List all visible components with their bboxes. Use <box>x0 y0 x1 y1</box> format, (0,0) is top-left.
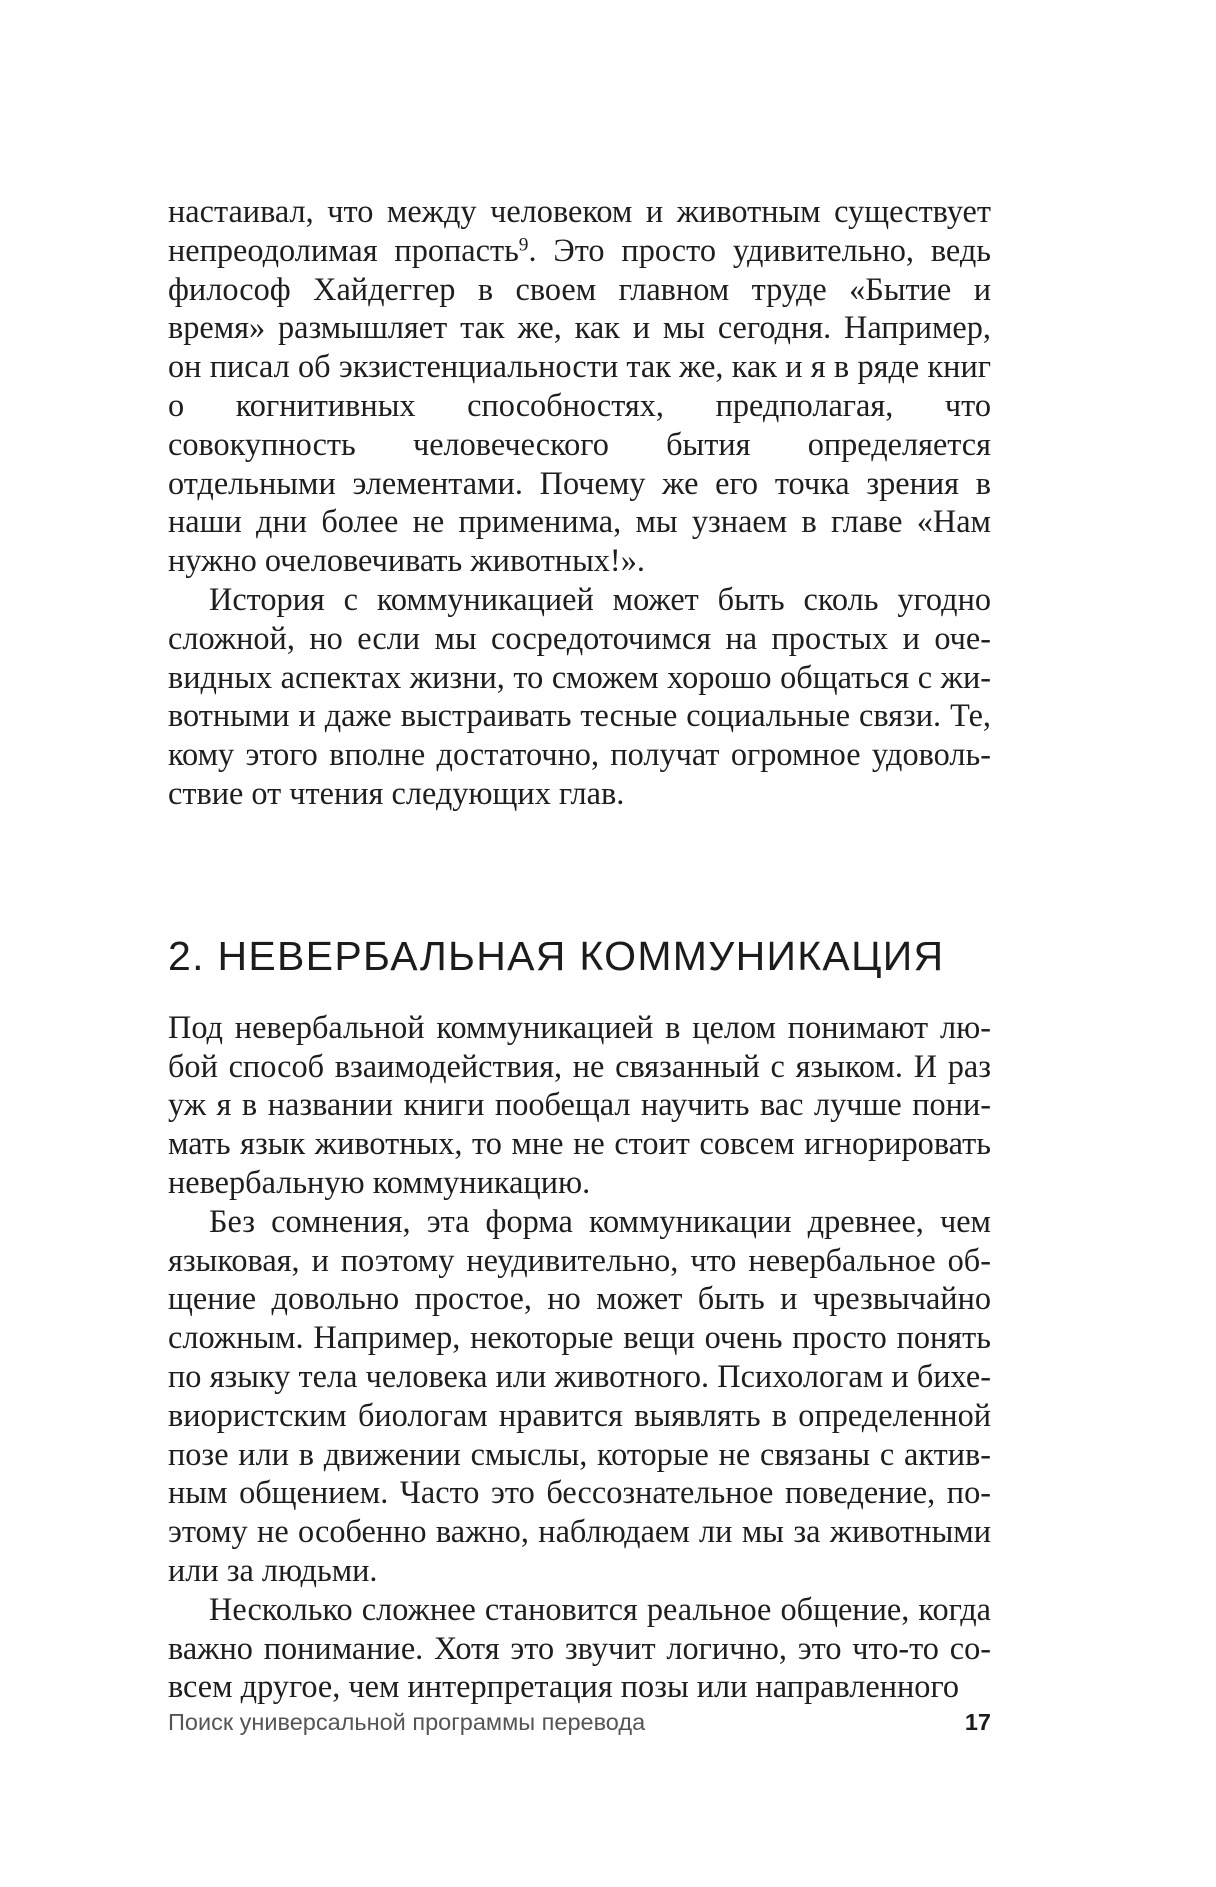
intro-paragraph-1 <box>168 192 991 580</box>
section-paragraph-1: Под невербальной коммуникацией в целом понимают любой способ взаимодействия, не связанный с языком. И раз уж я в названии книги пообещал научить вас лучше понимать язык животных, то мне не стоит совсем игнорировать невербальную коммуникацию. <box>168 1008 991 1200</box>
page-body <box>168 192 991 1706</box>
page-number: 17 <box>964 1709 991 1735</box>
section-title: 2. НЕВЕРБАЛЬНАЯ КОММУНИКАЦИЯ <box>168 932 945 979</box>
intro-paragraph-1-text: настаивал, что между человеком и животным существует непреодолимая пропасть <box>168 193 991 268</box>
intro-paragraph-2: История с коммуникацией может быть сколь угодно сложной, но если мы сосредоточимся на простых и очевидных аспектах жизни, то сможем хорошо общаться с животными и даже выстраивать тесные социальные связи. Те, кому этого вполне достаточно, получат огромное удовольствие от чтения следующих глав. <box>168 580 991 811</box>
footnote-ref[interactable]: 9 <box>518 234 529 256</box>
section-paragraph-2: Без сомнения, эта форма коммуникации древнее, чем языковая, и поэтому неудивительно, что невербальное общение довольно простое, но может быть и чрезвычайно сложным. Например, некоторые вещи очень просто понять по языку тела человека или животного. Психологам и бихевиористским биологам нравится выявлять в определенной позе или в движении смыслы, которые не связаны с активным общением. Часто это бессознательное поведение, поэтому не особенно важно, наблюдаем ли мы за животными или за людьми. <box>168 1202 991 1588</box>
running-head: Поиск универсальной программы перевода <box>168 1709 646 1735</box>
section-paragraph-3: Несколько сложнее становится реальное общение, когда важно понимание. Хотя это звучит логично, это что-то совсем другое, чем интерпретация позы или направленного <box>168 1590 991 1705</box>
page-footer <box>168 1704 991 1740</box>
intro-paragraph-1-text-cont: . Это просто удивительно, ведь философ Хайдеггер в своем главном труде «Бытие и время» размышляет так же, как и мы сегодня. Например, он писал об экзистенциальности так же, как и я в ряде книг о когнитивных способностях, предполагая, что совокупность человеческого бытия определяется отдельными элементами. Почему же его точка зрения в наши дни более не применима, мы узнаем в главе «Нам нужно очеловечивать животных!». <box>168 231 991 579</box>
